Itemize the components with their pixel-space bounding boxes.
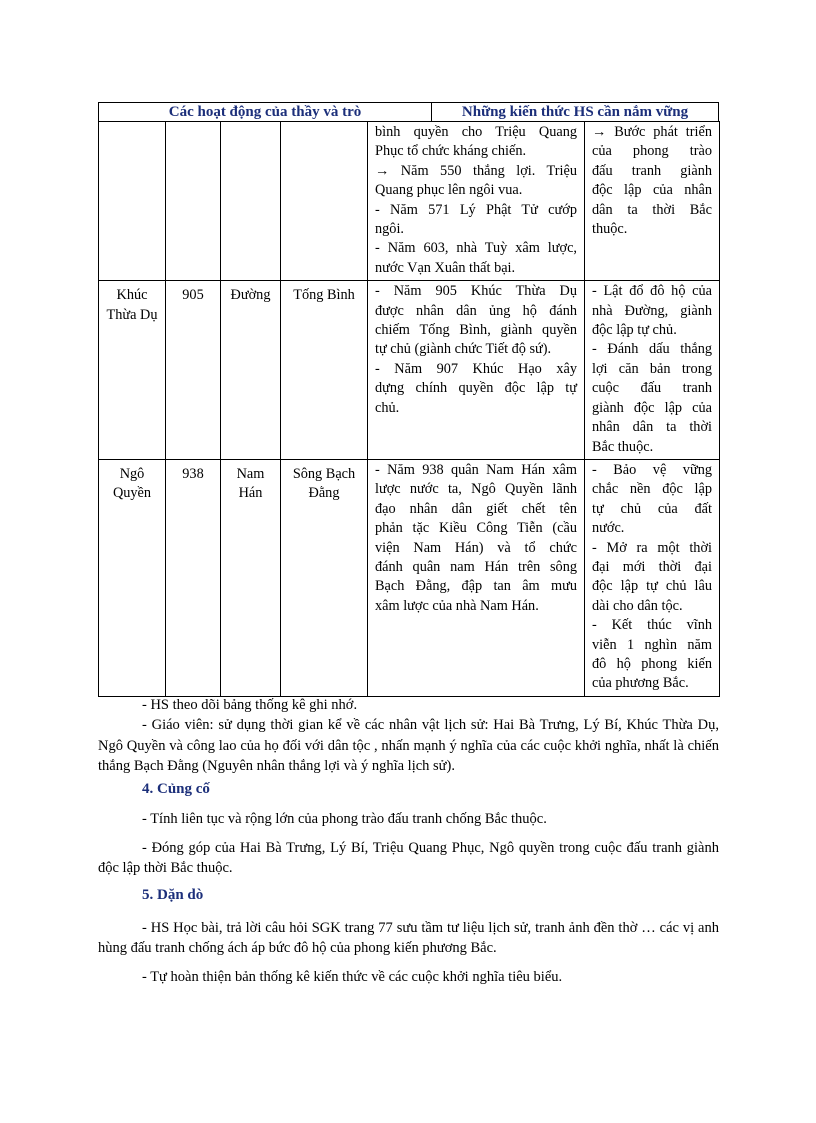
significance-cell [585, 122, 720, 281]
cell-line: → Năm 550 thắng lợi. Triệu [375, 162, 577, 179]
events-cell [368, 459, 585, 696]
leader-cell: Khúc Thừa Dụ [99, 281, 166, 460]
cell-line: đấu tranh giành [592, 162, 712, 179]
cell-line: - Năm 571 Lý Phật Tử cướp [375, 201, 577, 218]
cell-line: chiếm Tống Bình, giành quyền [375, 322, 577, 339]
cell-line: Quang phục lên ngôi vua. [375, 182, 523, 199]
enemy-cell: Đường [221, 281, 281, 460]
place-cell: Tống Bình [281, 281, 368, 460]
table-header [98, 102, 719, 122]
table-row [99, 281, 720, 460]
cell-line: bình quyền cho Triệu Quang [375, 124, 577, 140]
cell-line: đánh quân nam Hán trên sông [375, 558, 577, 575]
cell-line: - Đánh dấu thắng [592, 341, 712, 358]
cell-line: lợi căn bản trong [592, 360, 712, 377]
cell-line: dân ta thời Bắc [592, 201, 712, 218]
cell-line: nước. [592, 520, 625, 537]
cell-line: giành độc lập của [592, 399, 712, 416]
cell-line: dựng chính quyền độc lập tự [375, 380, 577, 397]
cell-line: chủ. [375, 399, 400, 416]
section-5-paragraph-1: - HS Học bài, trả lời câu hỏi SGK trang 77 sưu tầm tư liệu lịch sử, tranh ảnh đền thờ … các vị anh hùng đấu tranh chống ách áp bức đô hộ của phong kiến phương Bắc. [98, 920, 719, 957]
cell-line: Phục tổ chức kháng chiến. [375, 143, 527, 160]
cell-line: Bắc thuộc. [592, 438, 654, 455]
cell-line: - Mở ra một thời [592, 539, 712, 556]
header-activities: Các hoạt động của thầy và trò [99, 103, 432, 121]
section-4-paragraph-1: - Tính liên tục và rộng lớn của phong trào đấu tranh chống Bắc thuộc. [142, 811, 547, 827]
cell-line: độc lập của nhân [592, 182, 712, 199]
note-paragraph: - HS theo dõi bảng thống kê ghi nhớ. [142, 697, 358, 713]
section-5-paragraph-2: - Tự hoàn thiện bản thống kê kiến thức về các cuộc khởi nghĩa tiêu biểu. [142, 969, 563, 985]
uprising-table [98, 121, 720, 697]
cell-line: nhân dân ta thời [592, 419, 712, 436]
after-table-text [98, 695, 719, 776]
year-cell: 938 [166, 459, 221, 696]
cell-line: của phong trào [592, 143, 712, 160]
cell-line: tự chủ (giành chức Tiết độ sứ). [375, 341, 552, 358]
cell-line: độc lập tự chủ. [592, 322, 677, 339]
leader-cell [99, 122, 166, 281]
teacher-paragraph: - Giáo viên: sử dụng thời gian kể về các nhân vật lịch sử: Hai Bà Trưng, Lý Bí, Khúc Thừa Dụ, Ngô Quyền và công lao của họ đối với dân tộc , nhấn mạnh ý nghĩa của các cuộc khởi nghĩa, nhất là chiến thắng Bạch Đằng (Nguyên nhân thắng lợi và ý nghĩa lịch sử). [98, 717, 719, 774]
cell-line: lược nước ta, Ngô Quyền lãnh [375, 481, 577, 498]
cell-line: - Lật đổ đô hộ của [592, 283, 712, 300]
cell-line: - Kết thúc vĩnh [592, 617, 712, 634]
cell-line: - Năm 907 Khúc Hạo xây [375, 360, 577, 377]
enemy-cell: Nam Hán [221, 459, 281, 696]
cell-line: đạo nhân dân giết chết tên [375, 500, 577, 517]
cell-line: Bạch Đằng, đập tan âm mưu [375, 578, 577, 595]
cell-line: chắc nền độc lập [592, 481, 712, 498]
cell-line: nước Vạn Xuân thất bại. [375, 259, 516, 276]
events-cell [368, 122, 585, 281]
cell-line: được nhân dân ủng hộ đánh [375, 302, 577, 319]
cell-line: viễn 1 nghìn năm [592, 636, 712, 653]
significance-cell [585, 281, 720, 460]
table-row [99, 122, 720, 281]
place-cell [281, 122, 368, 281]
cell-line: → Bước phát triển [592, 124, 712, 140]
section-5-title: 5. Dặn dò [142, 887, 204, 903]
year-cell: 905 [166, 281, 221, 460]
section-4-title: 4. Củng cố [142, 781, 210, 797]
cell-line: tự chủ của đất [592, 500, 712, 517]
cell-line: nhà Đường, giành [592, 302, 712, 319]
cell-line: đại mới thời đại [592, 558, 712, 575]
section-5-text-2 [98, 967, 719, 987]
events-cell [368, 281, 585, 460]
cell-line: - Năm 938 quân Nam Hán xâm [375, 461, 577, 478]
header-knowledge: Những kiến thức HS cần nắm vững [461, 103, 689, 120]
year-cell [166, 122, 221, 281]
cell-line: cuộc đấu tranh [592, 380, 712, 397]
cell-line: phản tặc Kiều Công Tiễn (cầu [375, 520, 577, 537]
cell-line: ngôi. [375, 221, 404, 238]
cell-line: - Bảo vệ vững [592, 461, 712, 478]
leader-cell: Ngô Quyền [99, 459, 166, 696]
cell-line: - Năm 603, nhà Tuỳ xâm lược, [375, 240, 577, 257]
cell-line: - Năm 905 Khúc Thừa Dụ [375, 283, 577, 300]
cell-line: viện Nam Hán) và tổ chức [375, 539, 577, 556]
section-4-text [98, 809, 719, 829]
cell-line: thuộc. [592, 221, 628, 238]
cell-line: đô hộ phong kiến [592, 655, 712, 672]
significance-cell [585, 459, 720, 696]
cell-line: dài cho dân tộc. [592, 597, 683, 614]
section-4-text-2 [98, 838, 719, 879]
cell-line: độc lập tự chủ lâu [592, 578, 712, 595]
section-5-text [98, 918, 719, 959]
section-4-paragraph-2: - Đóng góp của Hai Bà Trưng, Lý Bí, Triệu Quang Phục, Ngô quyền trong cuộc đấu tranh giành độc lập thời Bắc thuộc. [98, 840, 719, 877]
enemy-cell [221, 122, 281, 281]
cell-line: xâm lược của nhà Nam Hán. [375, 597, 539, 614]
table-row [99, 459, 720, 696]
cell-line: của phương Bắc. [592, 675, 689, 692]
place-cell: Sông Bạch Đằng [281, 459, 368, 696]
